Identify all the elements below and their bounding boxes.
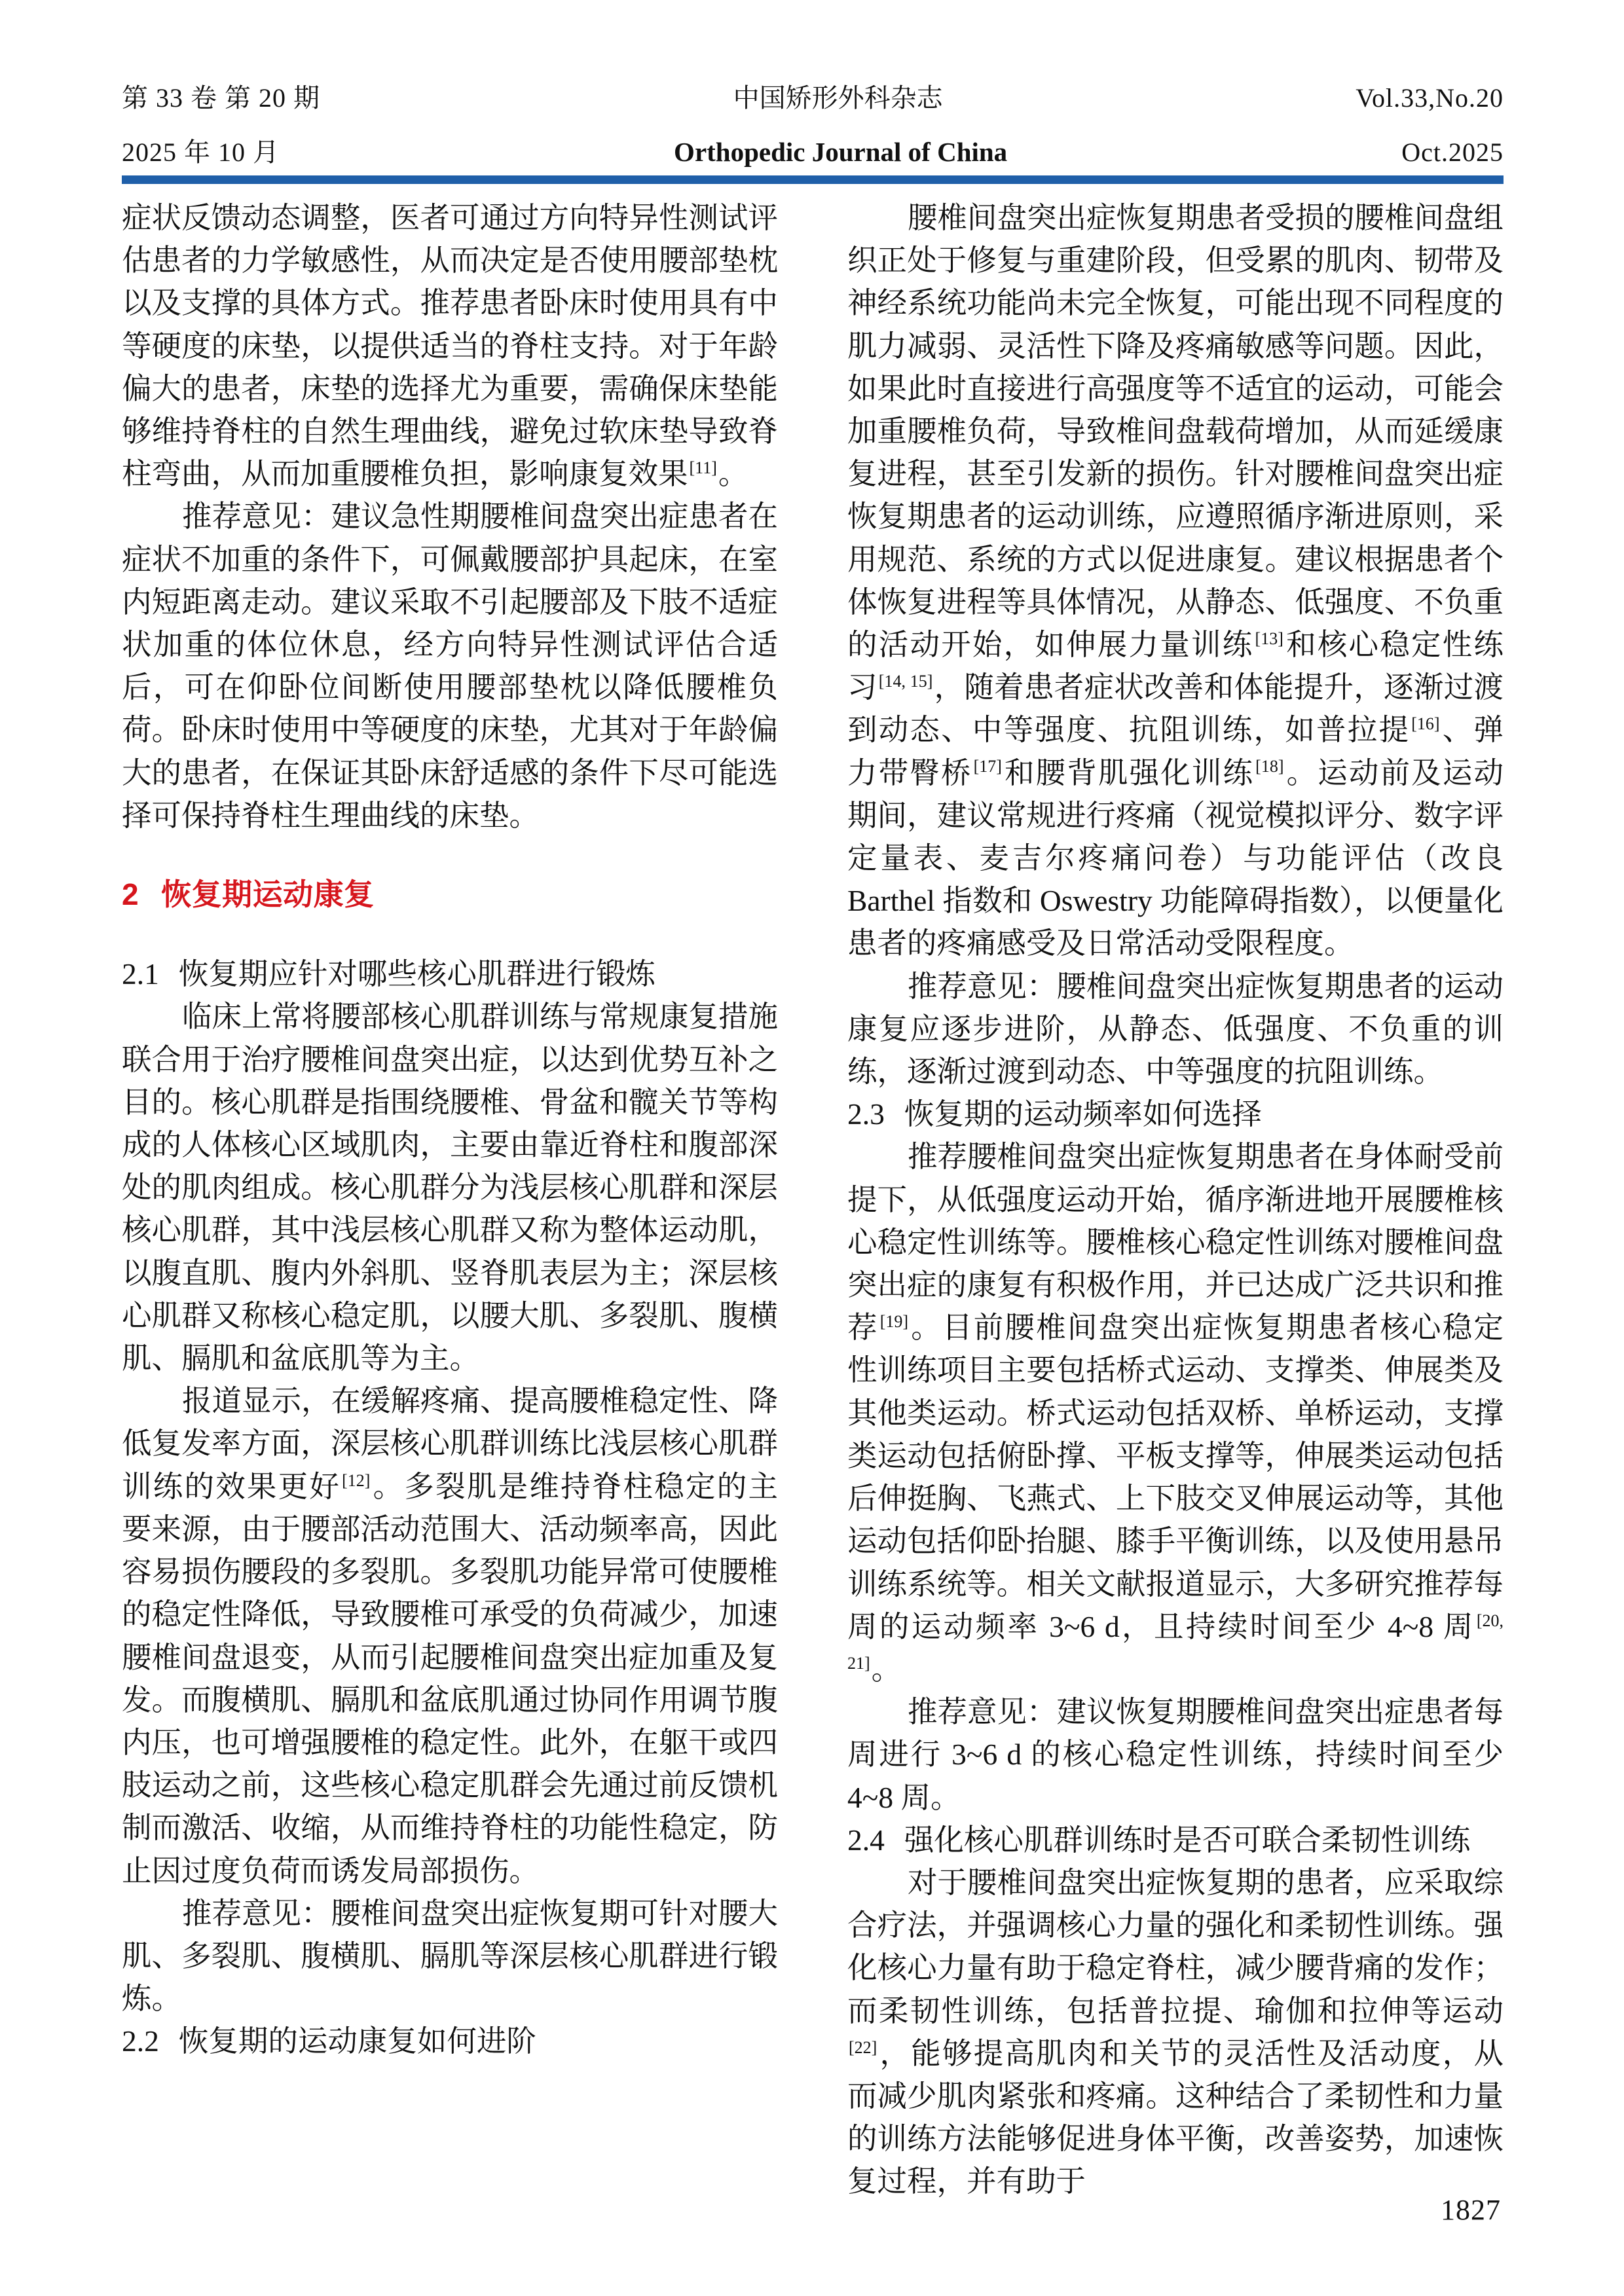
paragraph: 推荐腰椎间盘突出症恢复期患者在身体耐受前提下，从低强度运动开始，循序渐进地开展腰椎核心稳定性训练等。腰椎核心稳定性训练对腰椎间盘突出症的康复有积极作用，并已达成广泛共识和推荐[19]。目前腰椎间盘突出症恢复期患者核心稳定性训练项目主要包括桥式运动、支撑类、伸展类及其他类运动。桥式运动包括双桥、单桥运动，支撑类运动包括俯卧撑、平板支撑等，伸展类运动包括后伸挺胸、飞燕式、上下肢交叉伸展运动等，其他运动包括仰卧抬腿、膝手平衡训练，以及使用悬吊训练系统等。相关文献报道显示，大多研究推荐每周的运动频率 3~6 d，且持续时间至少 4~8 周[20, 21]。: [847, 1140, 1504, 1686]
left-column: [122, 196, 778, 2203]
paragraph: 临床上常将腰部核心肌群训练与常规康复措施联合用于治疗腰椎间盘突出症，以达到优势互补之目的。核心肌群是指围绕腰椎、骨盆和髋关节等构成的人体核心区域肌肉，主要由靠近脊柱和腹部深处的肌肉组成。核心肌群分为浅层核心肌群和深层核心肌群，其中浅层核心肌群又称为整体运动肌，以腹直肌、腹内外斜肌、竖脊肌表层为主；深层核心肌群又称核心稳定肌，以腰大肌、多裂肌、腹横肌、膈肌和盆底肌等为主。: [122, 1000, 779, 1376]
section-heading-2-1: [122, 953, 778, 995]
running-head: [122, 77, 1504, 169]
section-heading-2: [122, 873, 778, 916]
paragraph-continuation: 症状反馈动态调整，医者可通过方向特异性测试评估患者的力学敏感性，从而决定是否使用腰部垫枕以及支撑的具体方式。推荐患者卧床时使用具有中等硬度的床垫，以提供适当的脊柱支持。对于年龄偏大的患者，床垫的选择尤为重要，需确保床垫能够维持脊柱的自然生理曲线，避免过软床垫导致脊柱弯曲，从而加重腰椎负担，影响康复效果[11]。: [122, 201, 778, 491]
section-heading-2-2: [122, 2020, 778, 2062]
spacer: [122, 916, 778, 953]
recommendation-paragraph: 推荐意见：腰椎间盘突出症恢复期患者的运动康复应逐步进阶，从静态、低强度、不负重的训练，逐渐过渡到动态、中等强度的抗阻训练。: [847, 969, 1504, 1089]
section-number: 2: [122, 877, 139, 912]
reference-marker: [16]: [1411, 714, 1440, 734]
paragraph: 对于腰椎间盘突出症恢复期的患者，应采取综合疗法，并强调核心力量的强化和柔韧性训练。强化核心力量有助于稳定脊柱，减少腰背痛的发作；而柔韧性训练，包括普拉提、瑜伽和拉伸等运动[22]，能够提高肌肉和关节的灵活性及活动度，从而减少肌肉紧张和疼痛。这种结合了柔韧性和力量的训练方法能够促进身体平衡，改善姿势，加速恢复过程，并有助于: [847, 1865, 1504, 2198]
recommendation-paragraph: 推荐意见：建议急性期腰椎间盘突出症患者在症状不加重的条件下，可佩戴腰部护具起床，在室内短距离走动。建议采取不引起腰部及下肢不适症状加重的体位休息，经方向特异性测试评估合适后，可在仰卧位间断使用腰部垫枕以降低腰椎负荷。卧床时使用中等硬度的床垫，尤其对于年龄偏大的患者，在保证其卧床舒适感的条件下尽可能选择可保持脊柱生理曲线的床垫。: [122, 500, 779, 832]
reference-marker: [22]: [849, 2037, 877, 2057]
reference-marker: [17]: [973, 757, 1002, 776]
running-head-row-2: [122, 132, 1504, 169]
section-heading-2-3: [847, 1093, 1504, 1135]
spacer: [122, 837, 778, 873]
journal-title-en: Orthopedic Journal of China: [674, 137, 1008, 167]
recommendation-paragraph: 推荐意见：腰椎间盘突出症恢复期可针对腰大肌、多裂肌、腹横肌、膈肌等深层核心肌群进行锻炼。: [122, 1896, 779, 2016]
volume-issue-cn: 第 33 卷 第 20 期: [122, 83, 320, 113]
issue-date-cn: 2025 年 10 月: [122, 137, 280, 167]
reference-marker: [20, 21]: [847, 1611, 1504, 1673]
journal-title-cn: 中国矫形外科杂志: [733, 83, 943, 113]
body-columns: [122, 196, 1504, 2203]
reference-marker: [11]: [689, 458, 717, 478]
recommendation-paragraph: 推荐意见：建议恢复期腰椎间盘突出症患者每周进行 3~6 d 的核心稳定性训练，持续时间至少 4~8 周。: [847, 1695, 1504, 1814]
subsection-title: 恢复期的运动康复如何进阶: [178, 2024, 536, 2058]
subsection-number: 2.4: [847, 1823, 885, 1857]
subsection-title: 恢复期应针对哪些核心肌群进行锻炼: [178, 957, 655, 991]
reference-marker: [19]: [879, 1312, 909, 1332]
right-column: [847, 196, 1504, 2203]
section-title: 恢复期运动康复: [161, 877, 375, 912]
header-rule: [122, 175, 1504, 184]
issue-date-en: Oct.2025: [1401, 137, 1504, 167]
reference-marker: [14, 15]: [878, 672, 933, 691]
subsection-number: 2.3: [847, 1097, 885, 1131]
running-head-row-1: [122, 77, 1504, 115]
paragraph: 腰椎间盘突出症恢复期患者受损的腰椎间盘组织正处于修复与重建阶段，但受累的肌肉、韧带及神经系统功能尚未完全恢复，可能出现不同程度的肌力减弱、灵活性下降及疼痛敏感等问题。因此，如果此时直接进行高强度等不适宜的运动，可能会加重腰椎负荷，导致椎间盘载荷增加，从而延缓康复进程，甚至引发新的损伤。针对腰椎间盘突出症恢复期患者的运动训练，应遵照循序渐进原则，采用规范、系统的方式以促进康复。建议根据患者个体恢复进程等具体情况，从静态、低强度、不负重的活动开始，如伸展力量训练[13]和核心稳定性练习[14, 15]，随着患者症状改善和体能提升，逐渐过渡到动态、中等强度、抗阻训练，如普拉提[16]、弹力带臀桥[17]和腰背肌强化训练[18]。运动前及运动期间，建议常规进行疼痛（视觉模拟评分、数字评定量表、麦吉尔疼痛问卷）与功能评估（改良 Barthel 指数和 Oswestry 功能障碍指数），以便量化患者的疼痛感受及日常活动受限程度。: [847, 201, 1504, 960]
reference-marker: [12]: [342, 1470, 371, 1490]
subsection-number: 2.2: [122, 2024, 159, 2058]
page-number: 1827: [1441, 2194, 1501, 2226]
volume-issue-en: Vol.33,No.20: [1356, 83, 1504, 113]
paragraph: 报道显示，在缓解疼痛、提高腰椎稳定性、降低复发率方面，深层核心肌群训练比浅层核心肌群训练的效果更好[12]。多裂肌是维持脊柱稳定的主要来源，由于腰部活动范围大、活动频率高，因此容易损伤腰段的多裂肌。多裂肌功能异常可使腰椎的稳定性降低，导致腰椎可承受的负荷减少，加速腰椎间盘退变，从而引起腰椎间盘突出症加重及复发。而腹横肌、膈肌和盆底肌通过协同作用调节腹内压，也可增强腰椎的稳定性。此外，在躯干或四肢运动之前，这些核心稳定肌群会先通过前反馈机制而激活、收缩，从而维持脊柱的功能性稳定，防止因过度负荷而诱发局部损伤。: [122, 1384, 779, 1887]
subsection-title: 恢复期的运动频率如何选择: [904, 1097, 1262, 1131]
section-heading-2-4: [847, 1819, 1504, 1861]
subsection-title: 强化核心肌群训练时是否可联合柔韧性训练: [904, 1823, 1471, 1857]
subsection-number: 2.1: [122, 957, 159, 991]
reference-marker: [13]: [1255, 629, 1283, 648]
reference-marker: [18]: [1255, 757, 1284, 776]
